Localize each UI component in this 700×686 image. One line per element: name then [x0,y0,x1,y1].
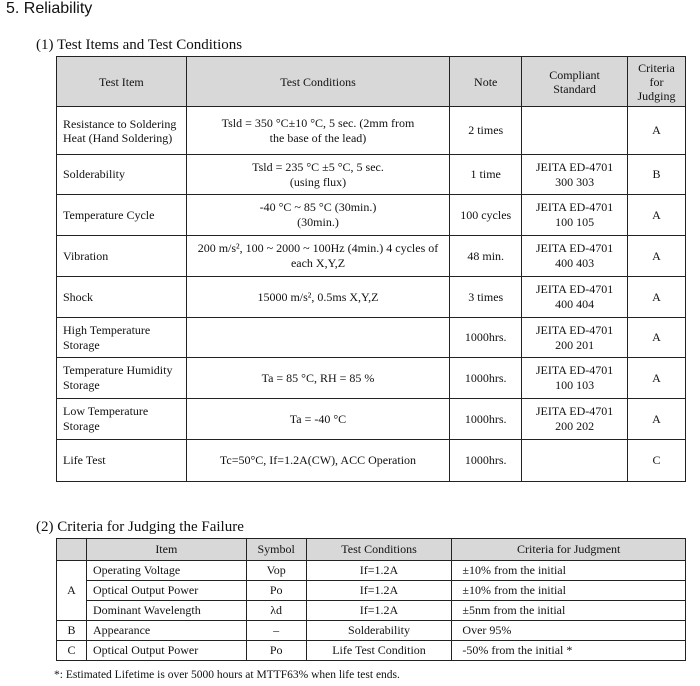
symbol-cell: – [246,621,306,641]
table-row [57,601,686,621]
criteria-cell: A [628,358,686,399]
standard-cell: JEITA ED-4701 300 303 [522,155,628,195]
test-item-cell: Vibration [57,236,187,277]
criteria-cell: A [628,236,686,277]
header-symbol: Symbol [246,539,306,561]
criteria-cell: C [628,440,686,482]
judgment-cell: ±10% from the initial [452,581,686,601]
header-test-conditions: Test Conditions [306,539,452,561]
part2-title: (2) Criteria for Judging the Failure [36,519,244,535]
group-cell: A [57,561,87,621]
symbol-cell: Po [246,641,306,661]
note-cell: 1000hrs. [450,399,522,440]
test-condition-cell: Tsld = 350 °C±10 °C, 5 sec. (2mm from the base of the lead) [186,107,450,155]
test-condition-cell [186,318,450,358]
criteria-cell: B [628,155,686,195]
note-cell: 1000hrs. [450,440,522,482]
header-criteria-for-judgment: Criteria for Judgment [452,539,686,561]
table-row [57,581,686,601]
test-condition-cell: Ta = 85 °C, RH = 85 % [186,358,450,399]
note-cell: 1 time [450,155,522,195]
section-title: 5. Reliability [6,0,93,17]
group-cell: B [57,621,87,641]
test-item-cell: Life Test [57,440,187,482]
symbol-cell: Vop [246,561,306,581]
table-row [57,561,686,581]
judgment-cell: -50% from the initial * [452,641,686,661]
header-test-item: Test Item [57,57,187,107]
test-condition-cell: Ta = -40 °C [186,399,450,440]
test-item-cell: Resistance to Soldering Heat (Hand Soldering) [57,107,187,155]
test-item-cell: Low Temperature Storage [57,399,187,440]
group-cell: C [57,641,87,661]
table-row [57,318,686,358]
note-cell: 1000hrs. [450,358,522,399]
header-group [57,539,87,561]
table-row [57,358,686,399]
header-item: Item [86,539,246,561]
test-condition-cell: Tc=50°C, If=1.2A(CW), ACC Operation [186,440,450,482]
condition-cell: Solderability [306,621,452,641]
judgment-cell: Over 95% [452,621,686,641]
criteria-cell: A [628,107,686,155]
footnote: *: Estimated Lifetime is over 5000 hours at MTTF63% when life test ends. [54,669,400,681]
criteria-cell: A [628,399,686,440]
table-row [57,621,686,641]
failure-criteria-table [56,538,686,661]
table-row [57,107,686,155]
standard-cell [522,440,628,482]
test-condition-cell: -40 °C ~ 85 °C (30min.) (30min.) [186,195,450,236]
note-cell: 100 cycles [450,195,522,236]
standard-cell: JEITA ED-4701 400 403 [522,236,628,277]
criteria-cell: A [628,195,686,236]
standard-cell: JEITA ED-4701 100 103 [522,358,628,399]
note-cell: 3 times [450,277,522,318]
test-condition-cell: Tsld = 235 °C ±5 °C, 5 sec. (using flux) [186,155,450,195]
condition-cell: If=1.2A [306,581,452,601]
condition-cell: If=1.2A [306,601,452,621]
criteria-cell: A [628,277,686,318]
item-cell: Dominant Wavelength [86,601,246,621]
item-cell: Appearance [86,621,246,641]
standard-cell: JEITA ED-4701 200 202 [522,399,628,440]
test-item-cell: High Temperature Storage [57,318,187,358]
part1-title: (1) Test Items and Test Conditions [36,37,243,53]
symbol-cell: λd [246,601,306,621]
condition-cell: Life Test Condition [306,641,452,661]
item-cell: Optical Output Power [86,641,246,661]
header-compliant-standard: Compliant Standard [522,57,628,107]
test-item-cell: Temperature Humidity Storage [57,358,187,399]
item-cell: Operating Voltage [86,561,246,581]
header-test-conditions: Test Conditions [186,57,450,107]
table-row [57,399,686,440]
table-row [57,277,686,318]
test-item-cell: Temperature Cycle [57,195,187,236]
test-condition-cell: 15000 m/s², 0.5ms X,Y,Z [186,277,450,318]
note-cell: 48 min. [450,236,522,277]
judgment-cell: ±5nm from the initial [452,601,686,621]
symbol-cell: Po [246,581,306,601]
test-condition-cell: 200 m/s², 100 ~ 2000 ~ 100Hz (4min.) 4 cycles of each X,Y,Z [186,236,450,277]
judgment-cell: ±10% from the initial [452,561,686,581]
test-item-cell: Shock [57,277,187,318]
table-row [57,440,686,482]
item-cell: Optical Output Power [86,581,246,601]
standard-cell [522,107,628,155]
test-item-cell: Solderability [57,155,187,195]
standard-cell: JEITA ED-4701 100 105 [522,195,628,236]
table-row [57,155,686,195]
table-row [57,195,686,236]
standard-cell: JEITA ED-4701 200 201 [522,318,628,358]
note-cell: 1000hrs. [450,318,522,358]
criteria-cell: A [628,318,686,358]
table-row [57,236,686,277]
note-cell: 2 times [450,107,522,155]
standard-cell: JEITA ED-4701 400 404 [522,277,628,318]
condition-cell: If=1.2A [306,561,452,581]
test-items-table [56,56,686,482]
header-note: Note [450,57,522,107]
header-criteria: Criteria for Judging [628,57,686,107]
table-row [57,641,686,661]
